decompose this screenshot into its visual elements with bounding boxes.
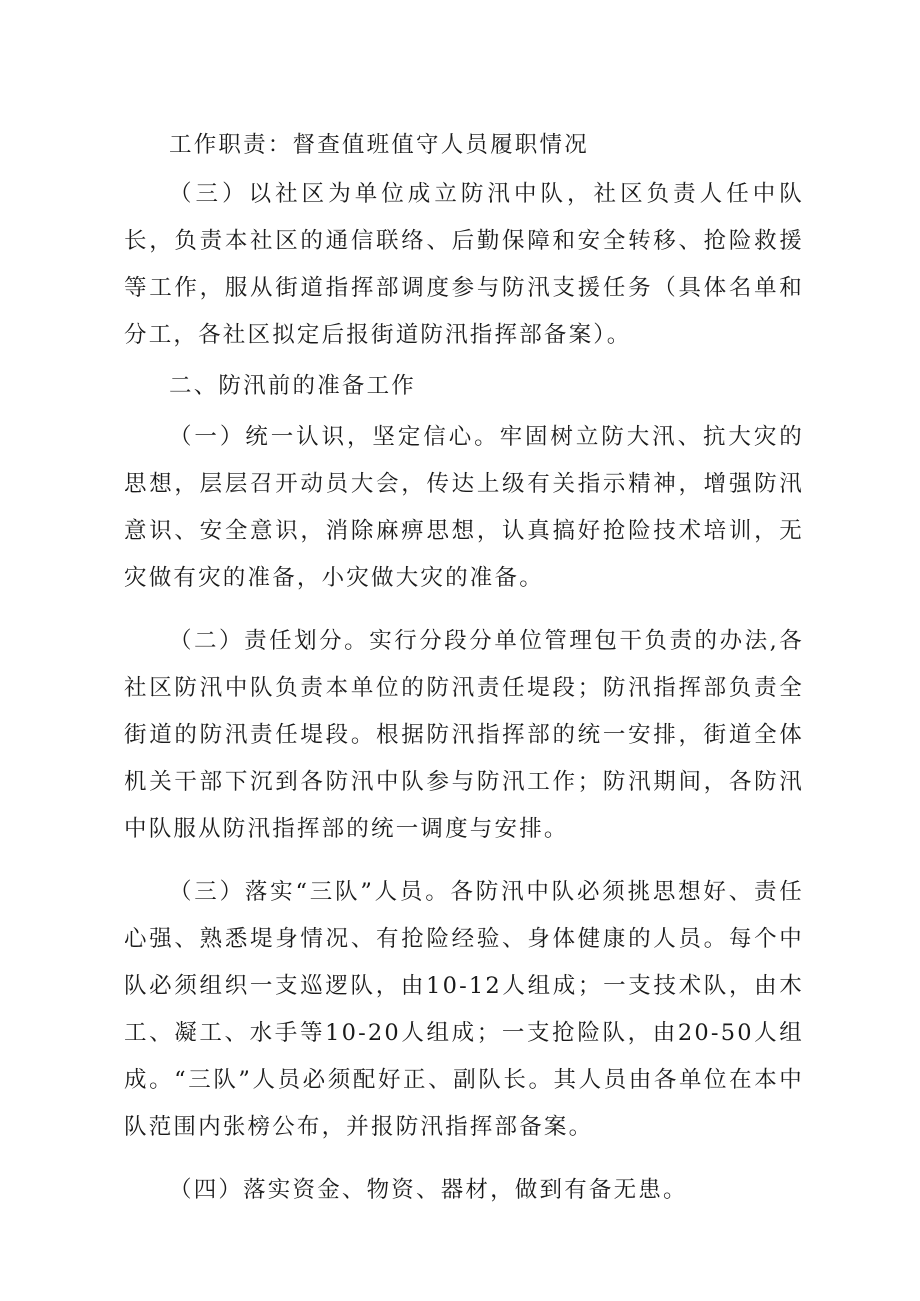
paragraph-three-teams: （三）落实“三队”人员。各防汛中队必须挑思想好、责任心强、熟悉堤身情况、有抢险经验、身体健康的人员。每个中队必须组织一支巡逻队，由10-12人组成；一支技术队，由木工、凝工、水手等10-20人组成；一支抢险队，由20-50人组成。“三队”人员必须配好正、副队长。其人员由各单位在本中队范围内张榜公布，并报防汛指挥部备案。 (124, 879, 804, 1140)
paragraph-duty: 工作职责：督查值班值守人员履职情况 (169, 132, 589, 158)
paragraph-community-team: （三）以社区为单位成立防汛中队，社区负责人任中队长，负责本社区的通信联络、后勤保障和安全转移、抢险救援等工作，服从街道指挥部调度参与防汛支援任务（具体名单和分工，各社区拟定后报街道防汛指挥部备案）。 (124, 181, 804, 348)
paragraph-responsibility-division: （二）责任划分。实行分段分单位管理包干负责的办法,各社区防汛中队负责本单位的防汛责任堤段；防汛指挥部负责全街道的防汛责任堤段。根据防汛指挥部的统一安排，街道全体机关干部下沉到各防汛中队参与防汛工作；防汛期间，各防汛中队服从防汛指挥部的统一调度与安排。 (124, 628, 804, 842)
section-heading-preparation: 二、防汛前的准备工作 (169, 373, 417, 399)
paragraph-unified-understanding: （一）统一认识，坚定信心。牢固树立防大汛、抗大灾的思想，层层召开动员大会，传达上级有关指示精神，增强防汛意识、安全意识，消除麻痹思想，认真搞好抢险技术培训，无灾做有灾的准备，小灾做大灾的准备。 (124, 424, 804, 591)
paragraph-funds-materials: （四）落实资金、物资、器材，做到有备无患。 (169, 1177, 688, 1203)
